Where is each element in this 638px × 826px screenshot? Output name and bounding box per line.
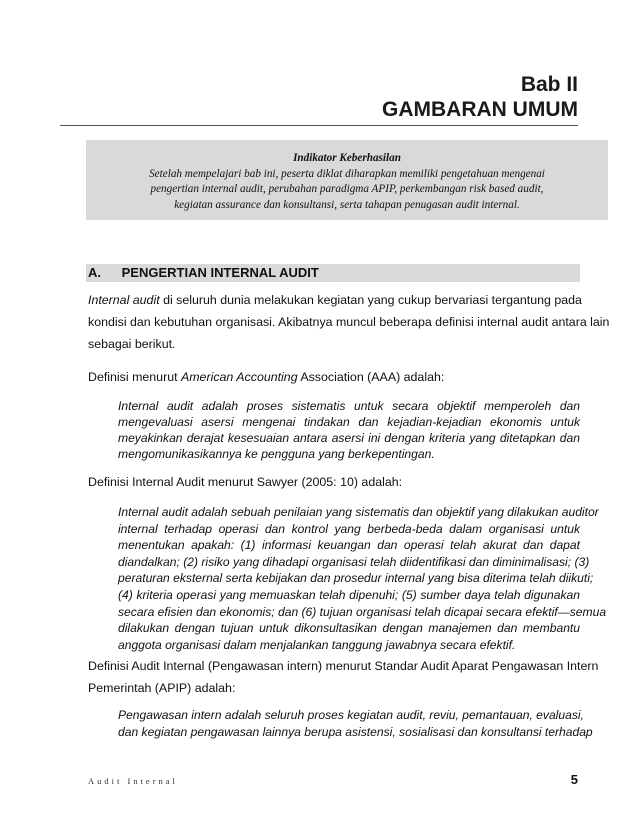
apip-quote-line: Pengawasan intern adalah seluruh proses kegiatan audit, reviu, pemantauan, evaluasi, xyxy=(118,708,584,722)
sawyer-quote-line: menentukan apakah: (1) informasi keuangan dan operasi telah akurat dan dapat xyxy=(118,538,580,553)
chapter-number: Bab II xyxy=(520,73,578,96)
section-heading xyxy=(86,264,580,282)
aaa-quote-line: mengevaluasi asersi mengenai tindakan dan kejadian-kejadian ekonomis untuk xyxy=(118,415,580,429)
intro-line: kondisi dan kebutuhan organisasi. Akibatnya muncul beberapa definisi internal audit antara lain xyxy=(88,315,610,329)
sawyer-quote xyxy=(118,504,607,653)
sawyer-quote-line: secara efisien dan ekonomis; dan (6) tujuan organisasi telah dicapai secara efektif—semua xyxy=(118,604,607,619)
intro-line: sebagai berikut. xyxy=(88,337,176,351)
aaa-quote-line: Internal audit adalah proses sistematis untuk secara objektif memperoleh dan xyxy=(118,399,580,413)
indicator-box-title: Indikator Keberhasilan xyxy=(293,152,401,164)
indicator-box-line: kegiatan assurance dan konsultansi, serta tahapan penugasan audit internal. xyxy=(174,198,520,211)
indicator-box xyxy=(86,140,608,220)
intro-line1-rest: di seluruh dunia melakukan kegiatan yang cukup bervariasi tergantung pada xyxy=(159,293,582,307)
apip-quote xyxy=(118,707,593,741)
footer-label: Audit Internal xyxy=(88,776,178,786)
intro-line xyxy=(88,289,582,311)
aaa-quote xyxy=(118,398,580,462)
aaa-intro-italic: American Accounting xyxy=(180,370,298,384)
sawyer-quote-line: anggota organisasi dalam menjalankan tanggung jawabnya secara efektif. xyxy=(118,637,516,652)
aaa-intro-after: Association (AAA) adalah: xyxy=(297,370,445,384)
section-letter: A. xyxy=(88,265,101,280)
page-number: 5 xyxy=(570,772,578,787)
chapter-title: GAMBARAN UMUM xyxy=(382,98,578,121)
aaa-quote-line: mengomunikasikannya ke pengguna yang berkepentingan. xyxy=(118,447,435,461)
apip-intro-line: Definisi Audit Internal (Pengawasan intern) menurut Standar Audit Aparat Pengawasan Intern xyxy=(88,659,599,673)
apip-quote-line: dan kegiatan pengawasan lainnya berupa asistensi, sosialisasi dan konsultansi terhadap xyxy=(118,725,593,739)
sawyer-quote-line: diandalkan; (2) risiko yang dihadapi organisasi telah diidentifikasi dan diminimalisasi; (3) xyxy=(118,554,590,569)
sawyer-quote-line: (4) kriteria operasi yang memuaskan telah dipenuhi; (5) sumber daya telah digunakan xyxy=(118,587,580,602)
intro-italic-lead: Internal audit xyxy=(88,293,160,307)
sawyer-quote-line: dilakukan dengan tujuan untuk dikonsultasikan dengan manajemen dan membantu xyxy=(118,621,580,636)
title-divider xyxy=(60,125,578,126)
sawyer-quote-line: peraturan eksternal serta kebijakan dan prosedur internal yang bisa diterima telah diikuti; xyxy=(118,571,594,586)
apip-intro xyxy=(88,655,599,699)
intro-paragraph xyxy=(88,289,610,355)
aaa-intro-before: Definisi menurut xyxy=(88,370,181,384)
sawyer-intro: Definisi Internal Audit menurut Sawyer (2005: 10) adalah: xyxy=(88,475,403,489)
indicator-box-line: pengertian internal audit, perubahan paradigma APIP, perkembangan risk based audit, xyxy=(150,183,544,195)
apip-intro-line: Pemerintah (APIP) adalah: xyxy=(88,681,236,695)
sawyer-quote-line: internal terhadap operasi dan kontrol yang berbeda-beda dalam organisasi untuk xyxy=(118,521,580,536)
aaa-intro xyxy=(88,369,444,385)
sawyer-quote-line: Internal audit adalah sebuah penilaian yang sistematis dan objektif yang dilakukan auditor xyxy=(118,505,599,519)
aaa-quote-line: meyakinkan derajat kesesuaian antara asersi ini dengan kriteria yang ditetapkan dan xyxy=(118,431,580,445)
indicator-box-line: Setelah mempelajari bab ini, peserta diklat diharapkan memiliki pengetahuan mengenai xyxy=(149,167,545,180)
section-title: PENGERTIAN INTERNAL AUDIT xyxy=(121,265,319,280)
